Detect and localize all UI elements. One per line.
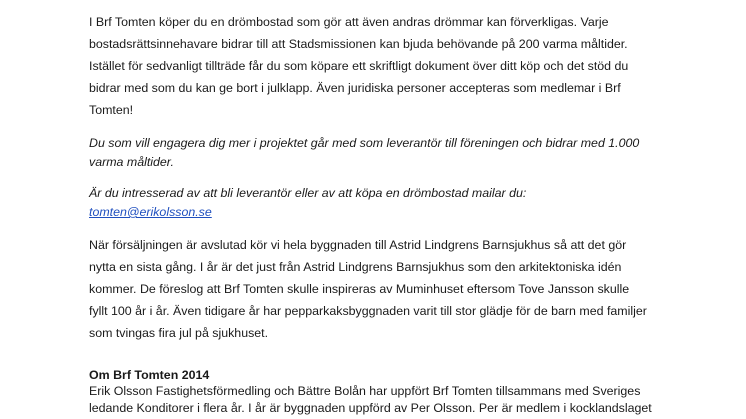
donation-line: När försäljningen är avslutad kör vi hela byggnaden till Astrid Lindgrens Barnsjukhus så att det gör bbox=[89, 238, 627, 252]
about-line: Erik Olsson Fastighetsförmedling och Bättre Bolån har uppfört Brf Tomten tillsammans med Sveriges bbox=[89, 384, 641, 398]
donation-line: fyllt 100 år i år. Även tidigare år har pepparkaksbyggnaden varit till stor glädje för de barn med familjer bbox=[89, 304, 647, 318]
about-section bbox=[89, 367, 652, 417]
intro-line: I Brf Tomten köper du en drömbostad som gör att även andras drömmar kan förverkligas. Varje bbox=[89, 15, 609, 29]
intro-line: Istället för sedvanligt tillträde får du som köpare ett skriftligt dokument över ditt köp och det stöd du bbox=[89, 59, 629, 73]
intro-line: bostadsrättsinnehavare bidrar till att Stadsmissionen kan bjuda behövande på 200 varma måltider. bbox=[89, 37, 628, 51]
donation-line: kommer. De föreslog att Brf Tomten skulle inspireras av Muminhuset eftersom Tove Jansson skulle bbox=[89, 282, 630, 296]
about-paragraph bbox=[89, 383, 652, 417]
contact-line: Är du intresserad av att bli leverantör eller av att köpa en drömbostad mailar du: bbox=[89, 186, 527, 200]
supplier-paragraph bbox=[89, 134, 639, 172]
intro-line: bidrar med som du kan ge bort i julklapp. Även juridiska personer accepteras som medlemar i Brf bbox=[89, 81, 621, 95]
about-line: ledande Konditorer i flera år. I år är byggnaden uppförd av Per Olsson. Per är medlem i kocklandslaget bbox=[89, 401, 652, 415]
contact-paragraph bbox=[89, 184, 526, 222]
supplier-line: varma måltider. bbox=[89, 155, 174, 169]
about-heading: Om Brf Tomten 2014 bbox=[89, 368, 210, 382]
intro-line: Tomten! bbox=[89, 103, 134, 117]
donation-line: som tvingas fira jul på sjukhuset. bbox=[89, 326, 269, 340]
supplier-line: Du som vill engagera dig mer i projektet går med som leverantör till föreningen och bidrar med 1.000 bbox=[89, 136, 640, 150]
donation-paragraph bbox=[89, 234, 647, 344]
email-link[interactable]: tomten@erikolsson.se bbox=[89, 205, 212, 219]
intro-paragraph bbox=[89, 11, 628, 121]
donation-line: nytta en sista gång. I år är det just från Astrid Lindgrens Barnsjukhus som den arkitektoniska idén bbox=[89, 260, 622, 274]
